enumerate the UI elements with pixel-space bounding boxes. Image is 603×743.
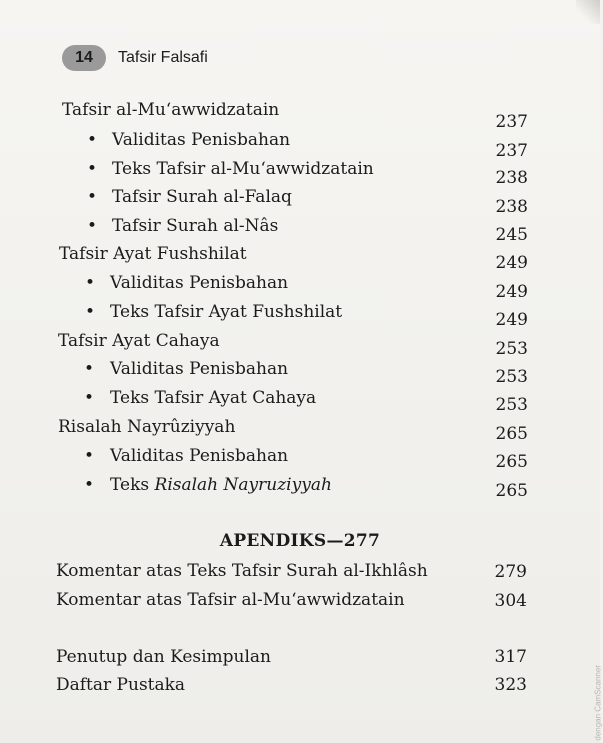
closing-entry [0, 647, 600, 673]
bullet-icon: • [84, 475, 95, 495]
toc-subentry-title: Validitas Penisbahan [112, 130, 291, 150]
toc-subentry [0, 475, 600, 501]
toc-subentry-title: Teks Tafsir Ayat Fushshilat [110, 302, 343, 322]
bullet-icon: • [85, 273, 96, 293]
bullet-icon: • [87, 130, 98, 150]
bullet-icon: • [87, 159, 98, 179]
appendix-entry-title: Komentar atas Tafsir al-Mu‘awwidzatain [56, 590, 405, 610]
toc-entry-page: 237 [495, 141, 528, 161]
toc-entry-title: Tafsir al-Mu‘awwidzatain [62, 100, 280, 120]
bullet-icon: • [84, 359, 95, 379]
bullet-icon: • [84, 388, 95, 408]
toc-subentry [0, 446, 600, 472]
bullet-icon: • [84, 446, 95, 466]
toc-subentry [0, 187, 600, 217]
page-number-badge: 14 [62, 45, 106, 71]
toc-entry [0, 331, 600, 357]
toc-entry-page: 249 [495, 310, 528, 330]
toc-entry-page: 253 [495, 339, 528, 359]
toc-subentry-title: Validitas Penisbahan [110, 446, 289, 466]
closing-entry-title: Daftar Pustaka [56, 675, 186, 695]
title-italic: Risalah Nayruziyyah [154, 475, 332, 495]
scanner-watermark: dengan CamScanner [594, 665, 603, 741]
toc-entry-page: 238 [495, 197, 528, 217]
toc-entry-page: 265 [495, 452, 528, 472]
toc-entry [0, 100, 600, 132]
toc-entry-page: 249 [495, 253, 528, 273]
toc-subentry [0, 159, 600, 188]
running-title: Tafsir Falsafi [118, 49, 208, 66]
toc-entry-title: Tafsir Ayat Cahaya [58, 331, 220, 351]
appendix-heading: APENDIKS—277 [219, 531, 381, 551]
toc-entry-title: Risalah Nayrûziyyah [58, 417, 236, 437]
toc-entry-page: 249 [495, 282, 528, 302]
toc-entry-page: 245 [495, 225, 528, 245]
toc-entry-title: Tafsir Ayat Fushshilat [59, 244, 247, 264]
toc-entry [0, 244, 600, 273]
toc-subentry-title: Teks Tafsir Ayat Cahaya [110, 388, 317, 408]
page-corner-shadow [576, 0, 600, 24]
toc-subentry [0, 130, 600, 161]
toc-entry-page: 253 [495, 367, 528, 387]
toc-subentry [0, 216, 600, 245]
toc-subentry-title: Validitas Penisbahan [110, 359, 289, 379]
toc-subentry [0, 302, 600, 328]
toc-subentry [0, 273, 600, 302]
toc-entry-page: 253 [495, 395, 528, 415]
toc-subentry-title: Teks Tafsir al-Mu‘awwidzatain [112, 159, 374, 179]
bullet-icon: • [85, 302, 96, 322]
appendix-entry [0, 590, 600, 616]
appendix-entry [0, 561, 600, 587]
appendix-entry-title: Komentar atas Teks Tafsir Surah al-Ikhlâsh [56, 561, 428, 581]
toc-subentry-title: Validitas Penisbahan [110, 273, 289, 293]
appendix-entry-page: 279 [494, 562, 527, 582]
bullet-icon: • [87, 216, 98, 236]
toc-subentry-title: Tafsir Surah al-Falaq [112, 187, 292, 207]
toc-subentry-title: Tafsir Surah al-Nâs [112, 216, 279, 236]
toc-subentry-title [110, 475, 332, 495]
title-prefix: Teks [110, 475, 155, 495]
toc-entry [0, 417, 600, 443]
closing-entry [0, 675, 600, 701]
toc-entry-page: 265 [495, 481, 528, 501]
toc-entry-page: 265 [495, 424, 528, 444]
bullet-icon: • [87, 187, 98, 207]
toc-entry-page: 238 [495, 168, 528, 188]
toc-subentry [0, 388, 600, 414]
page-header [62, 44, 208, 72]
closing-entry-page: 323 [494, 675, 527, 695]
toc-subentry [0, 359, 600, 385]
closing-entry-page: 317 [494, 647, 527, 667]
appendix-entry-page: 304 [494, 591, 527, 611]
closing-entry-title: Penutup dan Kesimpulan [56, 647, 272, 667]
toc-entry-page: 237 [495, 112, 528, 132]
